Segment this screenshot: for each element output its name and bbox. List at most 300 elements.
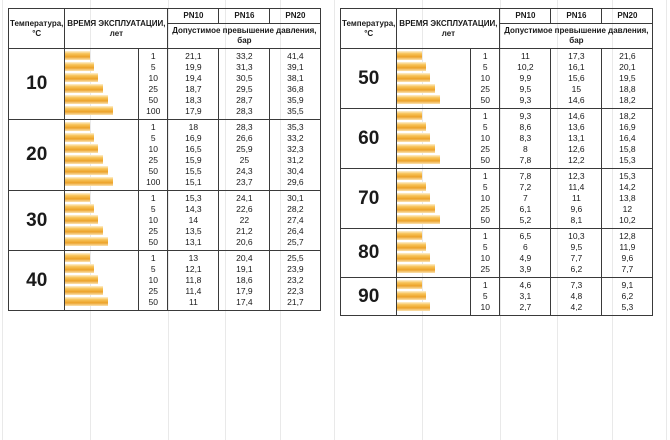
- bar-fill: [397, 122, 426, 131]
- years-cell-value: 50: [148, 166, 158, 176]
- pn16-cell-value: 26,6: [236, 133, 253, 143]
- pn10-cell-value: 18,3: [185, 95, 202, 105]
- bar-indicator: [65, 253, 138, 264]
- pn10-cell-value: 7,8: [519, 171, 532, 181]
- sheet-guide-line: [334, 0, 335, 440]
- pn10-cell-value: 3,9: [519, 264, 532, 274]
- pn10-cell-value: 6,1: [519, 204, 532, 214]
- pn10-cell: [500, 229, 551, 278]
- pn10-cell-value: 11,4: [185, 286, 202, 296]
- pn20-cell-value: 9,6: [621, 253, 634, 263]
- bar-fill: [65, 95, 107, 104]
- pn20-cell-value: 21,7: [287, 297, 304, 307]
- pn10-cell-value: 16,9: [185, 133, 202, 143]
- pn20-cell-value: 25,7: [287, 237, 304, 247]
- temperature-value: 80: [341, 229, 397, 278]
- bar-indicator: [397, 155, 470, 166]
- header-pn16: PN16: [219, 9, 270, 24]
- pn20-cell-value: 18,2: [619, 111, 636, 121]
- table-header-right: [341, 9, 653, 49]
- bar-indicator: [397, 291, 470, 302]
- pn16-cell-value: 15,6: [568, 73, 585, 83]
- temperature-value: 30: [9, 191, 65, 251]
- bar-fill: [65, 237, 107, 246]
- bar-indicator: [65, 204, 138, 215]
- table-row: [9, 49, 321, 120]
- pn20-cell-value: 30,1: [287, 193, 304, 203]
- bar-fill: [65, 226, 103, 235]
- bar-indicator: [397, 95, 470, 106]
- bar-fill: [397, 95, 439, 104]
- years-cell-value: 50: [148, 237, 158, 247]
- bar-chart-cell: [397, 169, 471, 229]
- pn16-cell-value: 18,6: [236, 275, 253, 285]
- pn10-cell-value: 19,9: [185, 62, 202, 72]
- pn16-cell-value: 20,6: [236, 237, 253, 247]
- bar-fill: [397, 133, 430, 142]
- pn16-cell: [551, 278, 602, 316]
- pn20-cell: [602, 49, 653, 109]
- header-pn10: PN10: [168, 9, 219, 24]
- pn20-cell-value: 18,8: [619, 84, 636, 94]
- table-row: [341, 229, 653, 278]
- pn16-cell-value: 28,7: [236, 95, 253, 105]
- years-cell-value: 10: [148, 144, 158, 154]
- bar-fill: [397, 111, 422, 120]
- pn10-cell-value: 6: [523, 242, 528, 252]
- bar-fill: [65, 144, 98, 153]
- years-cell: [471, 229, 500, 278]
- pn20-cell-value: 35,5: [287, 106, 304, 116]
- bar-fill: [397, 242, 426, 251]
- years-cell-value: 1: [150, 51, 156, 61]
- bar-indicator: [397, 264, 470, 275]
- years-cell-value: 10: [480, 253, 490, 263]
- years-cell-value: 1: [150, 193, 156, 203]
- pn16-cell-value: 17,3: [568, 51, 585, 61]
- years-cell-value: 10: [480, 302, 490, 312]
- bar-chart-cell: [397, 109, 471, 169]
- bar-indicator: [65, 73, 138, 84]
- pn10-cell-value: 8,6: [519, 122, 532, 132]
- bar-indicator: [65, 106, 138, 117]
- bar-indicator: [65, 297, 138, 308]
- pn20-cell-value: 39,1: [287, 62, 304, 72]
- pn16-cell: [551, 229, 602, 278]
- pn16-cell-value: 20,4: [236, 253, 253, 263]
- bar-chart-cell: [397, 49, 471, 109]
- bar-indicator: [65, 95, 138, 106]
- pn10-cell-value: 16,5: [185, 144, 202, 154]
- pn16-cell-value: 4,8: [570, 291, 583, 301]
- years-cell-value: 10: [148, 73, 158, 83]
- years-cell-value: 1: [482, 280, 488, 290]
- bar-fill: [397, 84, 435, 93]
- pn16-cell-value: 11: [571, 193, 581, 203]
- pn16-cell-value: 22: [239, 215, 250, 225]
- years-cell-value: 25: [148, 84, 158, 94]
- bar-indicator: [397, 51, 470, 62]
- years-cell-value: 5: [150, 133, 156, 143]
- pn10-cell-value: 3,1: [519, 291, 532, 301]
- header-pn20: PN20: [270, 9, 321, 24]
- bar-indicator: [65, 177, 138, 188]
- pn16-cell-value: 12,2: [568, 155, 585, 165]
- bar-fill: [65, 62, 94, 71]
- table-row: [9, 191, 321, 251]
- bar-indicator: [65, 62, 138, 73]
- years-cell-value: 25: [480, 84, 490, 94]
- pn20-cell: [602, 109, 653, 169]
- pn10-cell-value: 12,1: [185, 264, 202, 274]
- pn16-cell-value: 12,3: [568, 171, 585, 181]
- temperature-value: 40: [9, 251, 65, 311]
- pn10-cell-value: 9,3: [519, 95, 532, 105]
- pn20-cell-value: 31,2: [287, 155, 304, 165]
- pn10-cell-value: 4,9: [519, 253, 532, 263]
- temperature-value: 90: [341, 278, 397, 316]
- years-cell-value: 25: [480, 264, 490, 274]
- bar-fill: [65, 133, 94, 142]
- years-cell-value: 10: [480, 193, 490, 203]
- pressure-table-right: [340, 8, 653, 316]
- temperature-value: 20: [9, 120, 65, 191]
- bar-indicator: [397, 231, 470, 242]
- pn16-cell: [551, 49, 602, 109]
- pn20-cell-value: 27,4: [287, 215, 304, 225]
- pn10-cell-value: 15,9: [185, 155, 202, 165]
- pn10-cell-value: 4,6: [519, 280, 532, 290]
- pn20-cell-value: 13,8: [619, 193, 636, 203]
- header-years: ВРЕМЯ ЭКСПЛУАТАЦИИ, лет: [397, 9, 500, 49]
- pn20-cell: [270, 120, 321, 191]
- years-cell-value: 50: [148, 95, 158, 105]
- pn16-cell-value: 28,3: [236, 106, 253, 116]
- pn10-cell: [500, 169, 551, 229]
- bar-fill: [397, 231, 422, 240]
- bar-indicator: [65, 166, 138, 177]
- pn10-cell-value: 8,3: [519, 133, 532, 143]
- years-cell-value: 100: [146, 177, 161, 187]
- years-cell-value: 1: [482, 111, 488, 121]
- pn10-cell: [500, 109, 551, 169]
- pn10-cell-value: 6,5: [519, 231, 532, 241]
- bar-indicator: [397, 302, 470, 313]
- pn10-cell: [500, 278, 551, 316]
- pn16-cell: [551, 109, 602, 169]
- bar-indicator: [397, 182, 470, 193]
- pn10-cell-value: 13,5: [185, 226, 202, 236]
- bar-fill: [65, 204, 94, 213]
- bar-fill: [397, 73, 430, 82]
- bar-indicator: [397, 215, 470, 226]
- pn16-cell-value: 24,1: [236, 193, 253, 203]
- pn10-cell: [168, 251, 219, 311]
- pn16-cell-value: 22,6: [236, 204, 253, 214]
- pn10-cell-value: 15,5: [185, 166, 202, 176]
- bar-indicator: [65, 264, 138, 275]
- pn10-cell-value: 9,9: [519, 73, 532, 83]
- sheet-guide-line: [666, 0, 667, 440]
- pn20-cell: [270, 191, 321, 251]
- pn16-cell-value: 25,9: [236, 144, 253, 154]
- header-row-top: [9, 9, 321, 24]
- bar-fill: [397, 280, 422, 289]
- pn16-cell-value: 10,3: [568, 231, 585, 241]
- pn16-cell: [219, 191, 270, 251]
- pn20-cell-value: 15,3: [619, 171, 636, 181]
- bar-indicator: [397, 253, 470, 264]
- bar-indicator: [397, 171, 470, 182]
- pn10-cell-value: 13: [188, 253, 199, 263]
- pn20-cell-value: 36,8: [287, 84, 304, 94]
- pn10-cell: [168, 49, 219, 120]
- pn16-cell-value: 17,4: [236, 297, 253, 307]
- pn16-cell-value: 12,6: [568, 144, 585, 154]
- years-cell-value: 25: [480, 204, 490, 214]
- pn16-cell-value: 24,3: [236, 166, 253, 176]
- years-cell: [471, 109, 500, 169]
- years-cell-value: 10: [148, 215, 158, 225]
- years-cell: [139, 120, 168, 191]
- bar-indicator: [65, 193, 138, 204]
- pn20-cell-value: 29,6: [287, 177, 304, 187]
- pn20-cell-value: 21,6: [619, 51, 636, 61]
- bar-indicator: [397, 193, 470, 204]
- bar-fill: [65, 122, 90, 131]
- years-cell-value: 1: [482, 231, 488, 241]
- pn16-cell-value: 31,3: [236, 62, 253, 72]
- bar-chart-cell: [65, 120, 139, 191]
- pn10-cell-value: 11: [520, 51, 530, 61]
- pn10-cell-value: 14,3: [185, 204, 202, 214]
- pn20-cell-value: 23,2: [287, 275, 304, 285]
- pn20-cell-value: 22,3: [287, 286, 304, 296]
- years-cell: [139, 251, 168, 311]
- bar-indicator: [397, 280, 470, 291]
- pn16-cell-value: 15: [571, 84, 582, 94]
- bar-fill: [397, 302, 430, 311]
- pn16-cell-value: 14,6: [568, 95, 585, 105]
- header-years: ВРЕМЯ ЭКСПЛУАТАЦИИ, лет: [65, 9, 168, 49]
- pn20-cell-value: 30,4: [287, 166, 304, 176]
- pn20-cell-value: 35,9: [287, 95, 304, 105]
- bar-fill: [397, 215, 439, 224]
- pn16-cell-value: 4,2: [570, 302, 583, 312]
- bar-fill: [65, 286, 103, 295]
- bar-indicator: [397, 133, 470, 144]
- pn10-cell: [500, 49, 551, 109]
- bar-indicator: [65, 122, 138, 133]
- bar-chart-cell: [65, 49, 139, 120]
- table-row: [341, 109, 653, 169]
- pn16-cell-value: 13,6: [568, 122, 585, 132]
- years-cell-value: 50: [480, 155, 490, 165]
- temperature-value: 10: [9, 49, 65, 120]
- pn20-cell-value: 15,3: [619, 155, 636, 165]
- pn10-cell-value: 14: [188, 215, 199, 225]
- pn16-cell-value: 28,3: [236, 122, 253, 132]
- years-cell-value: 1: [150, 122, 156, 132]
- pn10-cell-value: 7,8: [519, 155, 532, 165]
- pn16-cell-value: 9,5: [570, 242, 583, 252]
- bar-fill: [397, 182, 426, 191]
- years-cell: [471, 49, 500, 109]
- years-cell-value: 5: [150, 264, 156, 274]
- bar-fill: [397, 253, 430, 262]
- bar-indicator: [65, 133, 138, 144]
- pn10-cell-value: 19,4: [185, 73, 202, 83]
- bar-chart-cell: [397, 229, 471, 278]
- table-row: [341, 169, 653, 229]
- pn16-cell-value: 29,5: [236, 84, 253, 94]
- pn16-cell-value: 33,2: [236, 51, 253, 61]
- years-cell-value: 5: [150, 204, 156, 214]
- bar-fill: [65, 297, 107, 306]
- years-cell-value: 1: [482, 51, 488, 61]
- pn20-cell-value: 14,2: [619, 182, 636, 192]
- pn20-cell-value: 7,7: [621, 264, 634, 274]
- pn16-cell-value: 14,6: [568, 111, 585, 121]
- years-cell-value: 5: [482, 62, 488, 72]
- pn10-cell-value: 2,7: [519, 302, 532, 312]
- temperature-value: 50: [341, 49, 397, 109]
- header-temperature: Температура, °C: [341, 9, 397, 49]
- pn20-cell-value: 16,4: [619, 133, 636, 143]
- pn20-cell-value: 32,3: [287, 144, 304, 154]
- pn20-cell-value: 19,5: [619, 73, 636, 83]
- pn16-cell: [219, 49, 270, 120]
- bar-indicator: [397, 111, 470, 122]
- pn16-cell-value: 11,4: [568, 182, 585, 192]
- bar-fill: [397, 204, 435, 213]
- bar-fill: [397, 155, 439, 164]
- bar-fill: [65, 84, 103, 93]
- years-cell-value: 10: [148, 275, 158, 285]
- bar-fill: [397, 193, 430, 202]
- years-cell: [471, 169, 500, 229]
- years-cell: [471, 278, 500, 316]
- years-cell-value: 5: [482, 291, 488, 301]
- bar-fill: [397, 62, 426, 71]
- pn10-cell-value: 11,8: [185, 275, 202, 285]
- pn10-cell-value: 9,3: [519, 111, 532, 121]
- years-cell-value: 50: [148, 297, 158, 307]
- temperature-value: 60: [341, 109, 397, 169]
- bar-fill: [65, 275, 98, 284]
- pn20-cell: [270, 49, 321, 120]
- bar-fill: [65, 177, 113, 186]
- years-cell-value: 5: [482, 122, 488, 132]
- header-temperature: Температура, °C: [9, 9, 65, 49]
- header-pn10: PN10: [500, 9, 551, 24]
- pn10-cell-value: 17,9: [185, 106, 202, 116]
- years-cell-value: 10: [480, 133, 490, 143]
- years-cell-value: 1: [150, 253, 156, 263]
- bar-fill: [397, 171, 422, 180]
- bar-indicator: [65, 237, 138, 248]
- pn20-cell-value: 11,9: [619, 242, 636, 252]
- pn16-cell-value: 9,6: [570, 204, 583, 214]
- pn20-cell-value: 6,2: [621, 291, 634, 301]
- bar-indicator: [65, 226, 138, 237]
- pn20-cell: [270, 251, 321, 311]
- header-allowable-pressure: Допустимое превышение давления, бар: [168, 24, 321, 49]
- years-cell-value: 5: [482, 242, 488, 252]
- years-cell-value: 100: [146, 106, 161, 116]
- bar-indicator: [65, 51, 138, 62]
- pn16-cell-value: 25: [239, 155, 250, 165]
- pn10-cell-value: 18,7: [185, 84, 202, 94]
- table-body-right: [341, 49, 653, 316]
- table-row: [341, 49, 653, 109]
- pn10-cell-value: 21,1: [185, 51, 202, 61]
- years-cell-value: 10: [480, 73, 490, 83]
- pn20-cell: [602, 229, 653, 278]
- years-cell-value: 50: [480, 215, 490, 225]
- pn20-cell-value: 38,1: [287, 73, 304, 83]
- bar-chart-cell: [397, 278, 471, 316]
- header-pn16: PN16: [551, 9, 602, 24]
- pn10-cell-value: 13,1: [185, 237, 202, 247]
- pn10-cell-value: 15,3: [185, 193, 202, 203]
- pn20-cell: [602, 278, 653, 316]
- pn16-cell: [219, 251, 270, 311]
- bar-indicator: [397, 122, 470, 133]
- bar-fill: [65, 106, 113, 115]
- pn10-cell: [168, 120, 219, 191]
- years-cell-value: 25: [148, 226, 158, 236]
- bar-indicator: [397, 62, 470, 73]
- sheet-guide-line: [2, 0, 3, 440]
- pn20-cell-value: 10,2: [619, 215, 636, 225]
- years-cell-value: 50: [480, 95, 490, 105]
- bar-fill: [65, 193, 90, 202]
- pn20-cell-value: 35,3: [287, 122, 304, 132]
- pn16-cell-value: 16,1: [568, 62, 585, 72]
- pn20-cell-value: 12: [622, 204, 633, 214]
- pn10-cell-value: 7,2: [519, 182, 532, 192]
- table-row: [9, 120, 321, 191]
- bar-indicator: [65, 286, 138, 297]
- bar-chart-cell: [65, 251, 139, 311]
- pn20-cell-value: 20,1: [619, 62, 636, 72]
- pn10-cell-value: 10,2: [517, 62, 534, 72]
- bar-indicator: [397, 84, 470, 95]
- pn20-cell-value: 18,2: [619, 95, 636, 105]
- pn10-cell-value: 5,2: [519, 215, 532, 225]
- pn20-cell-value: 5,3: [621, 302, 634, 312]
- bar-fill: [397, 144, 435, 153]
- pn16-cell-value: 17,9: [236, 286, 253, 296]
- bar-indicator: [65, 84, 138, 95]
- pn20-cell-value: 25,5: [287, 253, 304, 263]
- bar-indicator: [397, 73, 470, 84]
- years-cell: [139, 191, 168, 251]
- bar-fill: [65, 155, 103, 164]
- bar-indicator: [397, 204, 470, 215]
- bar-fill: [65, 73, 98, 82]
- pn16-cell-value: 13,1: [568, 133, 585, 143]
- years-cell-value: 5: [150, 62, 156, 72]
- pn10-cell-value: 15,1: [185, 177, 202, 187]
- bar-fill: [397, 51, 422, 60]
- pn16-cell-value: 7,7: [570, 253, 583, 263]
- bar-indicator: [397, 144, 470, 155]
- years-cell-value: 5: [482, 182, 488, 192]
- pn16-cell-value: 23,7: [236, 177, 253, 187]
- header-allowable-pressure: Допустимое превышение давления, бар: [500, 24, 653, 49]
